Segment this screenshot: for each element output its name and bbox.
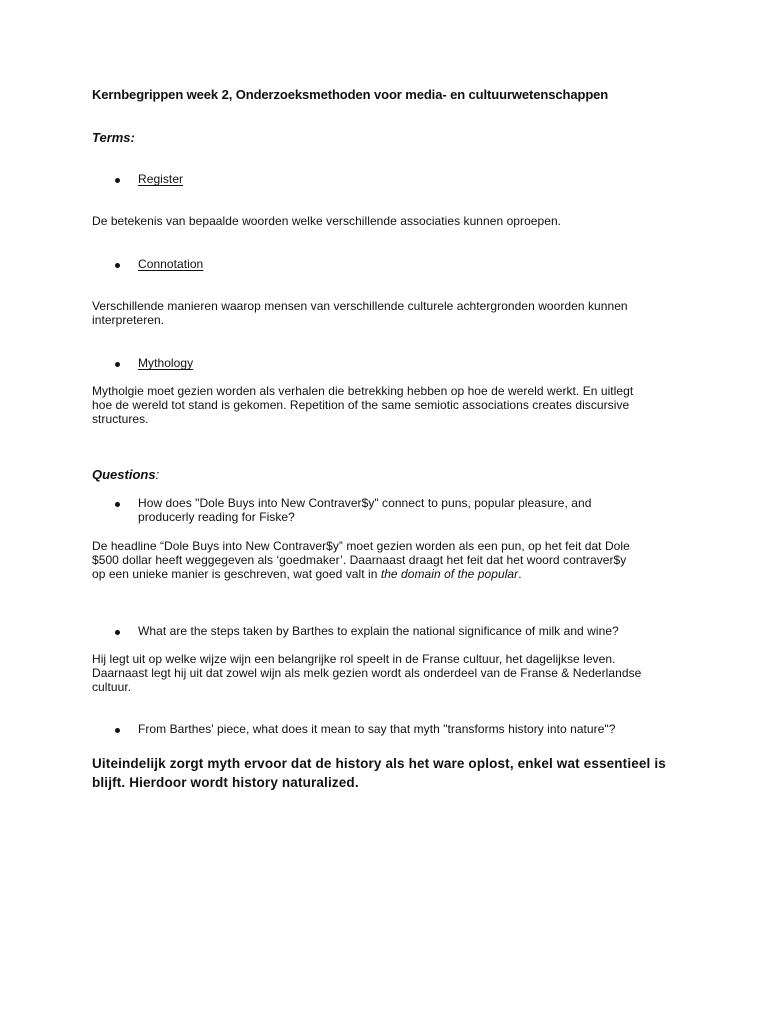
term-definition-mythology-line: hoe de wereld tot stand is gekomen. Repetition of the same semiotic associations creates discursive bbox=[92, 398, 630, 412]
question-line: What are the steps taken by Barthes to explain the national significance of milk and wine? bbox=[138, 624, 619, 638]
bullet-icon bbox=[115, 728, 120, 733]
question-line: How does "Dole Buys into New Contraver$y" connect to puns, popular pleasure, and bbox=[138, 496, 592, 510]
term-definition-connotation-line: interpreteren. bbox=[92, 313, 165, 327]
document-title: Kernbegrippen week 2, Onderzoeksmethoden voor media- en cultuurwetenschappen bbox=[92, 87, 609, 102]
answer-emphasis: the domain of the popular bbox=[380, 567, 519, 581]
bullet-icon bbox=[115, 630, 120, 635]
answer-line: $500 dollar heeft weggegeven als ‘goedmaker’. Daarnaast draagt het feit dat het woord contraver$y bbox=[92, 553, 627, 567]
question-line: producerly reading for Fiske? bbox=[138, 510, 295, 524]
term-mythology: Mythology bbox=[138, 356, 194, 370]
term-definition-mythology-line: structures. bbox=[92, 412, 149, 426]
answer-line: Daarnaast legt hij uit dat zowel wijn als melk gezien wordt als onderdeel van de Franse & Nederlandse bbox=[92, 666, 642, 680]
answer-line: De headline “Dole Buys into New Contraver$y” moet gezien worden als een pun, op het feit dat Dole bbox=[92, 539, 630, 553]
term-definition-connotation-line: Verschillende manieren waarop mensen van verschillende culturele achtergronden woorden kunnen bbox=[92, 299, 628, 313]
term-register: Register bbox=[138, 172, 184, 186]
bullet-icon bbox=[115, 178, 120, 183]
question-line: From Barthes' piece, what does it mean to say that myth "transforms history into nature"? bbox=[138, 722, 616, 736]
term-connotation: Connotation bbox=[138, 257, 204, 271]
answer-line: cultuur. bbox=[92, 680, 132, 694]
answer-line: op een unieke manier is geschreven, wat goed valt in the domain of the popular. bbox=[92, 567, 522, 581]
terms-heading: Terms: bbox=[92, 130, 135, 145]
bullet-icon bbox=[115, 263, 120, 268]
closing-answer-line: blijft. Hierdoor wordt history naturalized. bbox=[92, 775, 359, 790]
closing-answer-line: Uiteindelijk zorgt myth ervoor dat de history als het ware oplost, enkel wat essentieel is bbox=[92, 756, 666, 771]
term-definition-mythology-line: Mytholgie moet gezien worden als verhalen die betrekking hebben op hoe de wereld werkt. En uitlegt bbox=[92, 384, 634, 398]
answer-line: Hij legt uit op welke wijze wijn een belangrijke rol speelt in de Franse cultuur, het dagelijkse leven. bbox=[92, 652, 616, 666]
bullet-icon bbox=[115, 502, 120, 507]
bullet-icon bbox=[115, 362, 120, 367]
term-definition-register: De betekenis van bepaalde woorden welke verschillende associaties kunnen oproepen. bbox=[92, 214, 562, 228]
questions-heading: Questions: bbox=[92, 467, 160, 482]
